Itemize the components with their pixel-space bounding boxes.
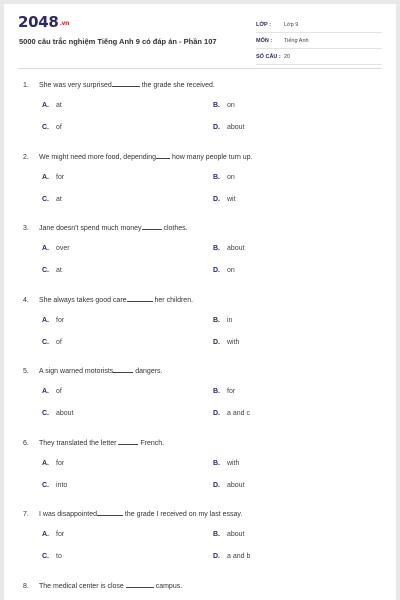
question-stem	[23, 223, 188, 232]
option-letter: C.	[42, 553, 49, 560]
answer-blank	[112, 80, 140, 87]
question-item	[4, 509, 396, 581]
question-number: 5.	[23, 368, 29, 375]
question-item	[4, 366, 396, 438]
option-text: on	[227, 173, 235, 181]
question-text-before: She always takes good care	[39, 296, 127, 304]
option-c[interactable]	[42, 124, 62, 131]
option-letter: C.	[42, 481, 49, 489]
option-text: of	[56, 124, 62, 131]
option-text: of	[56, 338, 62, 346]
question-text-before: Jane doesn't spend much money	[39, 225, 142, 232]
option-a[interactable]	[42, 245, 70, 252]
question-text-after: the grade she received.	[139, 82, 215, 89]
question-text-after: campus.	[153, 582, 183, 590]
option-text: of	[56, 388, 62, 395]
question-text-before: A sign warned motorists	[39, 368, 114, 375]
logo-text: 2048	[18, 13, 59, 31]
answer-blank	[142, 223, 162, 230]
option-a[interactable]	[42, 317, 64, 324]
question-number: 4.	[23, 296, 29, 304]
question-text-before: She was very surprised	[39, 82, 112, 89]
header-divider	[18, 68, 382, 69]
option-letter: A.	[42, 388, 49, 395]
question-item	[4, 295, 396, 367]
question-list	[4, 80, 396, 600]
question-text-after: clothes.	[161, 225, 188, 232]
option-a[interactable]	[42, 102, 62, 109]
option-a[interactable]	[42, 531, 64, 538]
option-text: over	[56, 245, 70, 252]
option-text: in	[227, 316, 233, 324]
option-d[interactable]	[213, 267, 235, 274]
worksheet-meta	[256, 18, 382, 66]
question-item	[4, 80, 396, 152]
answer-blank	[113, 366, 133, 373]
answer-blank	[118, 438, 138, 445]
option-letter: D.	[213, 267, 220, 274]
option-letter: B.	[213, 102, 220, 109]
question-number: 6.	[23, 439, 29, 447]
option-letter: D.	[213, 338, 220, 346]
option-letter: C.	[42, 338, 49, 346]
question-stem	[23, 295, 193, 304]
option-letter: A.	[42, 173, 49, 181]
option-d[interactable]	[213, 196, 236, 203]
option-text: at	[56, 267, 62, 274]
option-text: to	[56, 553, 62, 560]
meta-value: Tiếng Anh	[284, 38, 309, 44]
answer-blank	[156, 152, 170, 159]
question-number: 1.	[23, 82, 29, 89]
option-letter: C.	[42, 124, 49, 131]
option-b[interactable]	[213, 388, 235, 395]
option-text: about	[227, 245, 245, 252]
option-b[interactable]	[213, 460, 239, 467]
question-text-before: I was disappointed	[39, 511, 97, 518]
question-stem	[23, 438, 164, 447]
option-text: wit	[227, 195, 236, 203]
option-letter: D.	[213, 195, 220, 203]
option-c[interactable]	[42, 339, 62, 346]
answer-blank	[126, 581, 154, 588]
option-text: for	[56, 173, 65, 181]
option-text: on	[227, 267, 235, 274]
worksheet-title: 5000 câu trắc nghiệm Tiếng Anh 9 có đáp án - Phần 107	[19, 37, 217, 46]
question-text-before: They translated the letter	[39, 439, 119, 447]
question-item	[4, 581, 396, 600]
option-letter: A.	[42, 531, 49, 538]
option-text: about	[227, 124, 245, 131]
option-d[interactable]	[213, 553, 250, 560]
option-c[interactable]	[42, 553, 62, 560]
question-stem	[23, 509, 242, 518]
option-a[interactable]	[42, 388, 62, 395]
question-stem	[23, 80, 215, 89]
option-text: a and c	[227, 410, 250, 417]
question-item	[4, 223, 396, 295]
option-letter: B.	[213, 531, 220, 538]
option-d[interactable]	[213, 339, 239, 346]
option-text: for	[56, 531, 65, 538]
meta-key: SỐ CÂU :	[256, 54, 281, 60]
option-c[interactable]	[42, 410, 74, 417]
question-stem	[23, 366, 163, 375]
question-text-after: French.	[138, 439, 165, 447]
option-letter: D.	[213, 410, 220, 417]
meta-row-class	[256, 18, 382, 33]
question-text-after: the grade I received on my last essay.	[122, 511, 243, 518]
option-a[interactable]	[42, 174, 64, 181]
option-b[interactable]	[213, 531, 245, 538]
question-stem	[23, 152, 253, 161]
option-text: about	[227, 531, 245, 538]
option-b[interactable]	[213, 317, 232, 324]
option-text: a and b	[227, 553, 251, 560]
question-item	[4, 438, 396, 510]
option-text: about	[56, 410, 74, 417]
option-letter: D.	[213, 124, 220, 131]
option-b[interactable]	[213, 245, 245, 252]
question-number: 2.	[23, 153, 29, 161]
option-text: on	[227, 102, 235, 109]
option-letter: D.	[213, 553, 220, 560]
site-logo[interactable]	[18, 13, 69, 31]
question-text-after: dangers.	[133, 368, 163, 375]
option-letter: C.	[42, 267, 49, 274]
question-text-before: We might need more food, depending	[39, 153, 157, 161]
answer-blank	[97, 509, 123, 516]
logo-suffix: .vn	[59, 20, 70, 27]
worksheet-page	[4, 4, 396, 600]
question-text-after: her children.	[152, 296, 194, 304]
option-text: for	[56, 459, 65, 467]
meta-value: Lớp 9	[284, 22, 299, 28]
question-number: 8.	[23, 582, 29, 590]
option-c[interactable]	[42, 482, 67, 489]
option-b[interactable]	[213, 102, 235, 109]
option-letter: A.	[42, 459, 49, 467]
option-letter: A.	[42, 245, 49, 252]
option-b[interactable]	[213, 174, 235, 181]
option-text: into	[56, 481, 68, 489]
meta-row-count	[256, 50, 382, 65]
option-text: at	[56, 102, 62, 109]
option-text: for	[227, 388, 236, 395]
question-number: 7.	[23, 511, 29, 518]
option-c[interactable]	[42, 196, 62, 203]
option-text: at	[56, 195, 62, 203]
option-letter: B.	[213, 173, 220, 181]
option-letter: C.	[42, 195, 49, 203]
option-d[interactable]	[213, 410, 250, 417]
option-c[interactable]	[42, 267, 62, 274]
question-number: 3.	[23, 225, 29, 232]
option-letter: A.	[42, 316, 49, 324]
option-text: for	[56, 316, 65, 324]
option-d[interactable]	[213, 482, 245, 489]
option-letter: B.	[213, 388, 220, 395]
meta-row-subject	[256, 34, 382, 49]
option-a[interactable]	[42, 460, 64, 467]
option-letter: B.	[213, 459, 220, 467]
option-text: about	[227, 481, 245, 489]
question-text-after: how many people turn up.	[170, 153, 253, 161]
worksheet-header	[4, 4, 396, 68]
meta-key: MÔN :	[256, 38, 273, 44]
option-letter: B.	[213, 245, 220, 252]
question-stem	[23, 581, 182, 590]
option-d[interactable]	[213, 124, 245, 131]
option-letter: D.	[213, 481, 220, 489]
option-letter: B.	[213, 316, 220, 324]
question-text-before: The medical center is close	[39, 582, 126, 590]
option-text: with	[227, 459, 240, 467]
meta-key: LỚP :	[256, 22, 271, 28]
option-text: with	[227, 338, 240, 346]
option-letter: C.	[42, 410, 49, 417]
question-item	[4, 152, 396, 224]
answer-blank	[127, 295, 153, 302]
meta-value: 20	[284, 54, 291, 60]
option-letter: A.	[42, 102, 49, 109]
